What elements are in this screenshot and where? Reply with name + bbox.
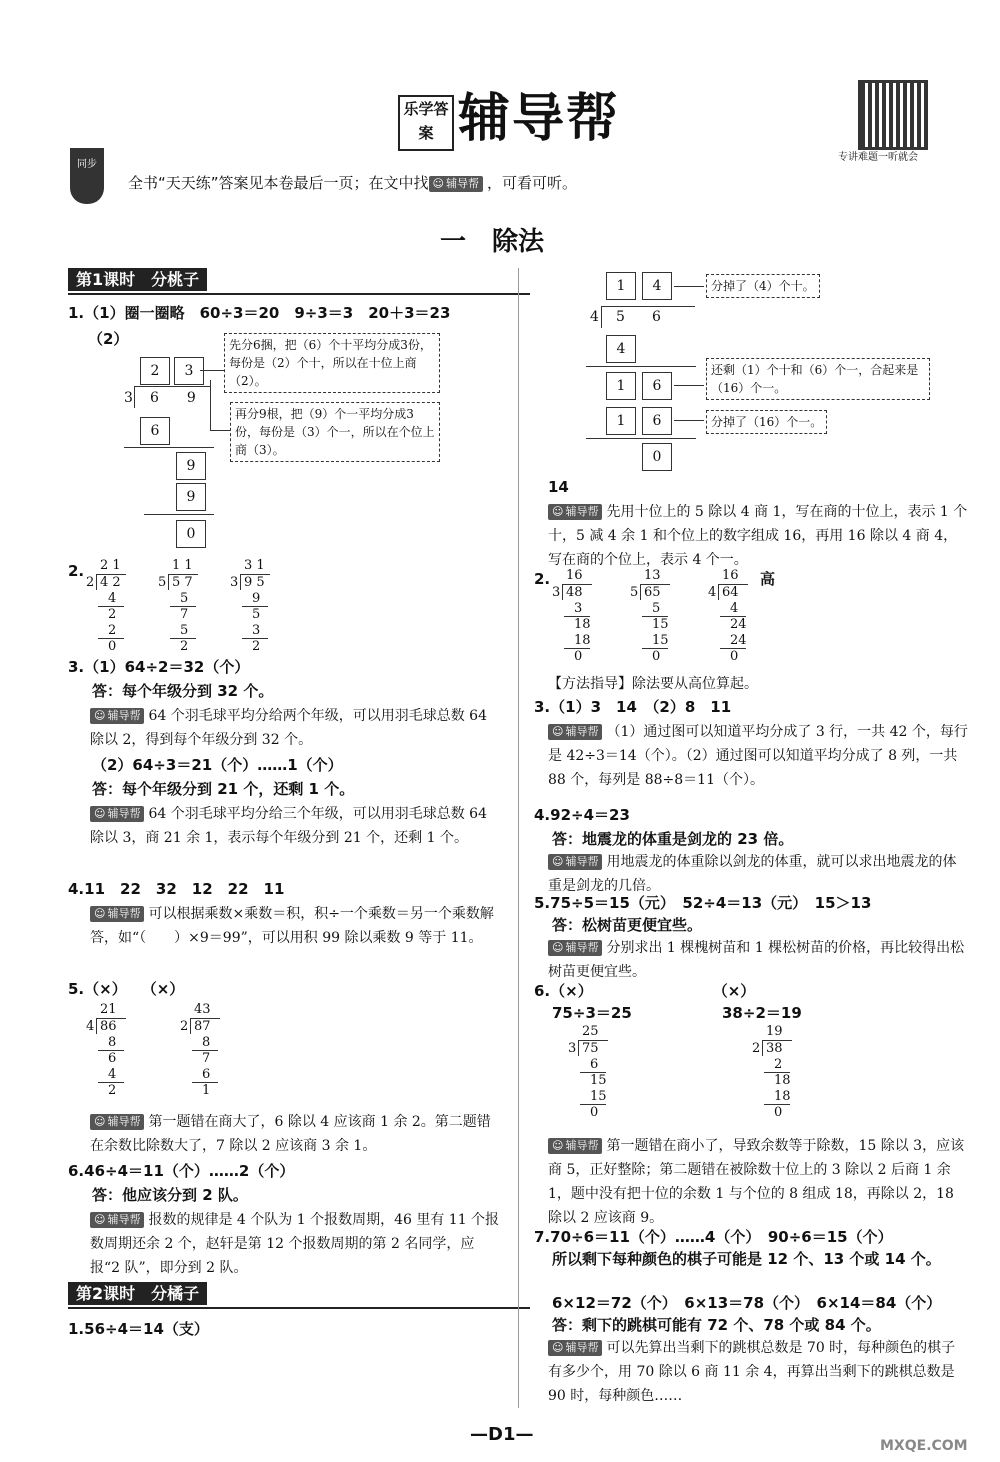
left-q2-div-bracket-side (240, 574, 241, 590)
side-badge-text: 同步 (77, 159, 97, 170)
r-dividend-6: 6 (652, 309, 661, 325)
q1-box: 9 (176, 483, 206, 511)
tag: ☺ 辅导帮 (548, 1138, 602, 1154)
q1-note-1: 先分6捆，把（6）个十平均分成3份，每份是（2）个十，所以在十位上商（2）。 (224, 333, 440, 393)
r-box: 4 (606, 335, 636, 363)
right-q2-div-divisor: 3 (552, 585, 561, 600)
left-q5-div-quotient: 21 (100, 1002, 117, 1017)
explain-text: 第一题错在商大了，6 除以 4 应该商 1 余 2。第二题错在余数比除数大了，7 除以 2 应该商 3 余 1。 (90, 1114, 491, 1154)
explain-text: 64 个羽毛球平均分给三个年级，可以用羽毛球总数 64 除以 3，商 21 余 1，表示每个年级分到 21 个，还剩 1 个。 (90, 806, 487, 846)
q1-box: 9 (176, 452, 206, 480)
right-q2-div-divisor: 4 (708, 585, 717, 600)
right-q2-div-quotient: 16 (722, 568, 739, 583)
right-q2-div-step: 0 (574, 649, 583, 664)
r-q7-answer: 答：剩下的跳棋可能有 72 个、78 个或 84 个。 (552, 1316, 881, 1334)
q6: 6.46÷4＝11（个）……2（个） (68, 1162, 295, 1180)
q1-line: 1.（1）圈一圈略 60÷3＝20 9÷3＝3 20＋3＝23 (68, 304, 451, 322)
r-box: 6 (642, 407, 672, 435)
r-q4: 4.92÷4＝23 (534, 806, 630, 824)
right-q2-div-bracket-side (562, 584, 563, 600)
q1-divisor: 3 (124, 390, 133, 406)
explain-text: 用地震龙的体重除以剑龙的体重，就可以求出地震龙的体重是剑龙的几倍。 (548, 854, 957, 894)
right-q6-div-step: 18 (774, 1089, 791, 1104)
left-q2-div-dividend: 9 5 (244, 575, 265, 590)
left-q2-div-dividend: 5 7 (172, 575, 193, 590)
right-q6-div-step: 6 (590, 1057, 599, 1072)
left-q2-div-divisor: 3 (230, 575, 239, 590)
right-q2-div-step: 18 (574, 633, 591, 648)
left-q2-div-divisor: 5 (158, 575, 167, 590)
r-q6-calc2: 38÷2＝19 (722, 1004, 802, 1022)
q5-explain (90, 1110, 500, 1158)
tag: ☺ 辅导帮 (90, 906, 144, 922)
explain-text: 第一题错在商小了，导致余数等于除数，15 除以 3，应该商 5，正好整除；第二题错在被除数十位上的 3 除以 2 后商 1 余 1，题中没有把十位的余数 1 与个位的 8 组成 18，再除以 2，18 除以 2 应该商 9。 (548, 1138, 965, 1226)
left-q2-div-quotient: 1 1 (172, 558, 193, 573)
tag: ☺ 辅导帮 (548, 724, 602, 740)
right-q2-div-step: 0 (652, 649, 661, 664)
r-q4-answer: 答：地震龙的体重是剑龙的 23 倍。 (552, 830, 794, 848)
section-rule (68, 293, 530, 295)
left-q5-div-divisor: 4 (86, 1019, 95, 1034)
r-answer-14: 14 (548, 478, 569, 496)
left-q2-div-step: 7 (180, 607, 189, 622)
right-q2-div-dividend: 65 (644, 585, 661, 600)
left-q5-div-step: 8 (108, 1035, 117, 1050)
header-notice (128, 172, 577, 194)
qr-caption: 专讲难题一听就会 (838, 152, 918, 163)
q3-2-explain (90, 802, 500, 850)
left-q2-div-step: 2 (252, 639, 261, 654)
section-2 (68, 1284, 530, 1304)
right-q2-div-bracket-side (640, 584, 641, 600)
r-note-2: 还剩（1）个十和（6）个一，合起来是（16）个一。 (706, 358, 930, 400)
right-q6-div-step: 0 (590, 1105, 599, 1120)
right-q6-div-step: 2 (774, 1057, 783, 1072)
tag: ☺ 辅导帮 (548, 854, 602, 870)
q1-note-2: 再分9根，把（9）个一平均分成3份，每份是（3）个一，所以在个位上商（3）。 (230, 402, 440, 462)
r-dividend-5: 5 (616, 309, 625, 325)
tag: ☺ 辅导帮 (548, 940, 602, 956)
r-note-3: 分掉了（16）个一。 (706, 410, 827, 434)
right-q2-div-step: 15 (652, 633, 669, 648)
q1-dividend: 6 9 (150, 390, 196, 406)
section-heading-1: 第1课时 分桃子 (68, 268, 207, 291)
notice-end: ，可看可听。 (487, 174, 578, 192)
q1-box: 6 (140, 417, 170, 445)
r-divisor: 4 (590, 309, 599, 325)
r-q6-explain (548, 1134, 968, 1230)
left-q5-div-step: 1 (202, 1083, 211, 1098)
right-q2-div-step: 18 (574, 617, 591, 632)
right-q2-div-quotient: 16 (566, 568, 583, 583)
right-q2-div-step: 3 (574, 601, 583, 616)
q6-explain (90, 1208, 500, 1280)
right-q2-div-quotient: 13 (644, 568, 661, 583)
right-q2-div-dividend: 64 (722, 585, 739, 600)
left-q2-div-step: 5 (252, 607, 261, 622)
r-box: 1 (606, 272, 636, 300)
right-q2-div-step: 5 (652, 601, 661, 616)
left-q2-div-divisor: 2 (86, 575, 95, 590)
left-q2-div-dividend: 4 2 (100, 575, 121, 590)
q4-explain (90, 902, 500, 950)
left-q5-div-quotient: 43 (194, 1002, 211, 1017)
explain-text: 先用十位上的 5 除以 4 商 1，写在商的十位上，表示 1 个十，5 减 4 余 1 和个位上的数字组成 16，再用 16 除以 4 商 4，写在商的个位上，表示 4 个一。 (548, 504, 968, 568)
right-q2-div-divisor: 5 (630, 585, 639, 600)
r-q3-explain (548, 720, 968, 792)
r-note-1: 分掉了（4）个十。 (706, 274, 820, 298)
r-q5-answer: 答：松树苗更便宜些。 (552, 916, 703, 934)
r-q7: 7.70÷6＝11（个）……4（个） 90÷6＝15（个） (534, 1228, 893, 1246)
r-box: 1 (606, 372, 636, 400)
logo-text: 乐学答案 (403, 100, 449, 142)
q6-answer: 答：他应该分到 2 队。 (92, 1186, 248, 1204)
r-q2-method: 【方法指导】除法要从高位算起。 (548, 676, 758, 692)
left-q5-div-dividend: 87 (194, 1019, 211, 1034)
left-q2-div-quotient: 2 1 (100, 558, 121, 573)
left-q2-div-step: 3 (252, 623, 261, 638)
r-q2-number: 2. (534, 570, 551, 588)
explain-text: （1）通过图可以知道平均分成了 3 行，一共 42 个，每行是 42÷3＝14（个）。（2）通过图可以知道平均分成了 8 列，一共 88 个，每列是 88÷8＝11（个）。 (548, 724, 968, 788)
right-q6-div-step: 15 (590, 1089, 607, 1104)
page-number: —D1— (470, 1424, 534, 1445)
q1-box: 0 (176, 520, 206, 548)
right-q2-div-step: 4 (730, 601, 739, 616)
r-q4-explain (548, 850, 968, 898)
tag: ☺ 辅导帮 (90, 1212, 144, 1228)
chapter-title: 一 除法 (440, 227, 545, 257)
right-q6-div-divisor: 2 (752, 1041, 761, 1056)
q1-box: 2 (140, 357, 170, 385)
right-q2-div-step: 24 (730, 633, 747, 648)
explain-text: 可以先算出当剩下的跳棋总数是 70 时，每种颜色的棋子有多少个，用 70 除以 6 商 11 余 4，再算出当剩下的跳棋总数是 90 时，每种颜色…… (548, 1340, 956, 1404)
left-q5-div-divisor: 2 (180, 1019, 189, 1034)
r-box: 4 (642, 272, 672, 300)
left-q2-div-step: 5 (180, 591, 189, 606)
left-q5-div-step: 7 (202, 1051, 211, 1066)
r-q5: 5.75÷5＝15（元） 52÷4＝13（元） 15＞13 (534, 894, 872, 912)
left-q2-div-step: 2 (108, 607, 117, 622)
left-q5-div-step: 4 (108, 1067, 117, 1082)
tag: ☺ 辅导帮 (548, 504, 602, 520)
r-q6-calc1: 75÷3＝25 (552, 1004, 632, 1022)
r-box: 1 (606, 407, 636, 435)
right-q6-div-dividend: 75 (582, 1041, 599, 1056)
explain-text: 报数的规律是 4 个队为 1 个报数周期，46 里有 11 个报数周期还余 2 个，赵轩是第 12 个报数周期的第 2 名同学，应报“2 队”，即分到 2 队。 (90, 1212, 500, 1276)
explain-text: 可以根据乘数×乘数＝积，积÷一个乘数＝另一个乘数解答，如“（ ）×9＝99”，可以用积 99 除以乘数 9 等于 11。 (90, 906, 494, 946)
watermark: MXQE.COM (880, 1438, 968, 1454)
left-q2-div-step: 4 (108, 591, 117, 606)
right-q6-div-divisor: 3 (568, 1041, 577, 1056)
left-q5-div-step: 6 (108, 1051, 117, 1066)
r-box: 0 (642, 443, 672, 471)
right-q6-div-quotient: 25 (582, 1024, 599, 1039)
left-q2-div-step: 2 (180, 639, 189, 654)
r-q5-explain (548, 936, 968, 984)
right-q6-div-bracket-side (762, 1040, 763, 1056)
left-q2-div-step: 5 (180, 623, 189, 638)
notice-text: 全书“天天练”答案见本卷最后一页；在文中找 (128, 174, 429, 192)
left-q2-div-quotient: 3 1 (244, 558, 265, 573)
r-box: 6 (642, 372, 672, 400)
tag: ☺ 辅导帮 (90, 1114, 144, 1130)
left-q2-div-bracket-side (96, 574, 97, 590)
header-title: 辅导帮 (458, 89, 621, 149)
section-heading-2: 第2课时 分橘子 (68, 1282, 207, 1305)
column-divider (518, 268, 519, 1408)
q4: 4.11 22 32 12 22 11 (68, 880, 285, 898)
r-q7-line3: 6×12＝72（个） 6×13＝78（个） 6×14＝84（个） (552, 1294, 942, 1312)
r-q6: 6.（×） （×） (534, 982, 756, 1000)
left-q2-div-step: 2 (108, 623, 117, 638)
left-q2-div-bracket-side (168, 574, 169, 590)
left-q5-div-step: 8 (202, 1035, 211, 1050)
r-explain-14 (548, 500, 968, 572)
right-q2-div-step: 24 (730, 617, 747, 632)
explain-text: 分别求出 1 棵槐树苗和 1 棵松树苗的价格，再比较得出松树苗更便宜些。 (548, 940, 965, 980)
right-q2-div-bracket-side (718, 584, 719, 600)
q2-number: 2. (68, 562, 85, 580)
right-q6-div-step: 15 (590, 1073, 607, 1088)
right-q6-div-step: 18 (774, 1073, 791, 1088)
q3-1: 3.（1）64÷2＝32（个） (68, 658, 250, 676)
left-q5-div-step: 6 (202, 1067, 211, 1082)
right-q6-div-dividend: 38 (766, 1041, 783, 1056)
right-q2-div-step: 15 (652, 617, 669, 632)
q3-2-answer: 答：每个年级分到 21 个，还剩 1 个。 (92, 780, 355, 798)
tag: ☺ 辅导帮 (548, 1340, 602, 1356)
logo-badge (398, 95, 454, 151)
q1-box: 3 (174, 357, 204, 385)
s2-q1: 1.56÷4＝14（支） (68, 1320, 209, 1338)
right-q2-div-step: 0 (730, 649, 739, 664)
q5: 5.（×） （×） (68, 980, 185, 998)
right-q6-div-quotient: 19 (766, 1024, 783, 1039)
tag: ☺ 辅导帮 (90, 708, 144, 724)
explain-text: 64 个羽毛球平均分给两个年级，可以用羽毛球总数 64 除以 2，得到每个年级分到 32 个。 (90, 708, 487, 748)
q3-1-explain (90, 704, 500, 752)
left-q5-div-step: 2 (108, 1083, 117, 1098)
left-column (68, 270, 530, 290)
right-q6-div-bracket-side (578, 1040, 579, 1056)
right-q6-div-step: 0 (774, 1105, 783, 1120)
notice-tag: ☺ 辅导帮 (429, 176, 483, 192)
left-q2-div-step: 9 (252, 591, 261, 606)
q1-part2: （2） (88, 330, 129, 348)
qr-code[interactable] (858, 80, 928, 150)
tag: ☺ 辅导帮 (90, 806, 144, 822)
left-q5-div-bracket-side (96, 1018, 97, 1034)
left-q5-div-bracket-side (190, 1018, 191, 1034)
side-badge (70, 148, 104, 204)
r-q3: 3.（1）3 14 （2）8 11 (534, 698, 732, 716)
q3-1-answer: 答：每个年级分到 32 个。 (92, 682, 274, 700)
q3-2: （2）64÷3＝21（个）……1（个） (92, 756, 343, 774)
right-q2-div-dividend: 48 (566, 585, 583, 600)
r-q2-high: 高 (760, 570, 776, 588)
left-q2-div-step: 0 (108, 639, 117, 654)
r-q7-explain (548, 1336, 968, 1408)
left-q5-div-dividend: 86 (100, 1019, 117, 1034)
r-q7-line2: 所以剩下每种颜色的棋子可能是 12 个、13 个或 14 个。 (552, 1250, 941, 1268)
